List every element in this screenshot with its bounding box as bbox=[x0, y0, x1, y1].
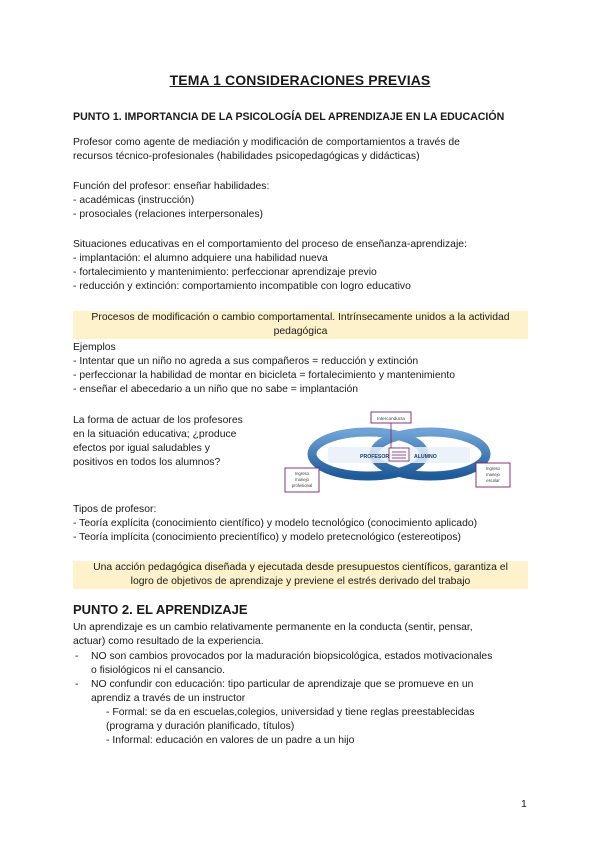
situaciones-item: - reducción y extinción: comportamiento incompatible con logro educativo bbox=[73, 281, 411, 292]
pregunta-line: positivos en todos los alumnos? bbox=[73, 457, 221, 468]
bullet-line: NO son cambios provocados por la maduración biopsicológica, estados motivacionales bbox=[91, 651, 493, 662]
highlight-line: Procesos de modificación o cambio comportamental. Intrínsecamente unidos a la actividad bbox=[91, 312, 510, 323]
list-item bbox=[73, 650, 533, 678]
dash-marker: - bbox=[75, 651, 79, 662]
interconducta-label: Interconducta bbox=[377, 416, 405, 421]
definicion-line: actuar) como resultado de la experiencia. bbox=[73, 636, 264, 647]
aprendizaje-bullets bbox=[73, 650, 533, 748]
subitem-line: - Informal: educación en valores de un padre a un hijo bbox=[106, 735, 355, 746]
right-box-line: escolar bbox=[486, 478, 500, 483]
funcion-title: Función del profesor: enseñar habilidades: bbox=[73, 181, 270, 192]
tipos-item: - Teoría implícita (conocimiento precientífico) y modelo pretecnológico (estereotipos) bbox=[73, 532, 461, 543]
definicion-paragraph bbox=[73, 621, 533, 649]
page-title: TEMA 1 CONSIDERACIONES PREVIAS bbox=[169, 72, 431, 88]
tipos-block bbox=[73, 503, 533, 545]
exchange-arrows-icon bbox=[389, 448, 409, 461]
intro-paragraph bbox=[73, 136, 533, 164]
highlight-procesos bbox=[73, 311, 528, 339]
tipos-item: - Teoría explícita (conocimiento científico) y modelo tecnológico (conocimiento aplicado) bbox=[73, 518, 478, 529]
section-heading-punto-2: PUNTO 2. EL APRENDIZAJE bbox=[73, 602, 248, 617]
dash-marker: - bbox=[75, 679, 79, 690]
ejemplos-title: Ejemplos bbox=[73, 342, 116, 353]
subitem-line: - Formal: se da en escuelas,colegios, universidad y tiene reglas preestablecidas bbox=[106, 707, 475, 718]
ingreso-escolar-box bbox=[476, 463, 510, 487]
profesor-label: PROFESOR bbox=[360, 454, 390, 460]
right-box-line: Ingreso bbox=[486, 466, 500, 471]
ejemplos-block bbox=[73, 341, 533, 397]
situaciones-item: - implantación: el alumno adquiere una habilidad nueva bbox=[73, 253, 328, 264]
funcion-block bbox=[73, 180, 533, 222]
highlight-accion bbox=[73, 561, 528, 589]
section-heading-punto-1: PUNTO 1. IMPORTANCIA DE LA PSICOLOGÍA DEL APRENDIZAJE EN LA EDUCACIÓN bbox=[73, 111, 505, 123]
situaciones-title: Situaciones educativas en el comportamiento del proceso de enseñanza-aprendizaje: bbox=[73, 239, 467, 250]
definicion-line: Un aprendizaje es un cambio relativamente permanente en la conducta (sentir, pensar, bbox=[73, 622, 473, 633]
highlight-line: Una acción pedagógica diseñada y ejecutada desde presupuestos científicos, garantiza el bbox=[93, 562, 508, 573]
profesor-alumno-diagram bbox=[280, 408, 520, 500]
page-number: 1 bbox=[521, 798, 527, 810]
funcion-item: - académicas (instrucción) bbox=[73, 195, 195, 206]
right-box-line: manejo bbox=[486, 472, 500, 477]
pregunta-block bbox=[73, 414, 273, 470]
pregunta-line: La forma de actuar de los profesores bbox=[73, 415, 243, 426]
bullet-line: aprendiz a través de un instructor bbox=[91, 693, 246, 704]
left-box-line: profesional bbox=[291, 483, 313, 488]
highlight-line: logro de objetivos de aprendizaje y previene el estrés derivado del trabajo bbox=[130, 576, 471, 587]
situaciones-block bbox=[73, 238, 533, 294]
intro-line: Profesor como agente de mediación y modificación de comportamientos a través de bbox=[73, 137, 460, 148]
left-box-line: manejo bbox=[295, 477, 309, 482]
bullet-line: o fisiológicos ni el cansancio. bbox=[91, 665, 225, 676]
ejemplo-item: - Intentar que un niño no agreda a sus compañeros = reducción y extinción bbox=[73, 356, 419, 367]
intro-line: recursos técnico-profesionales (habilidades psicopedagógicas y didácticas) bbox=[73, 151, 420, 162]
bullet-line: NO confundir con educación: tipo particular de aprendizaje que se promueve en un bbox=[91, 679, 474, 690]
tipos-title: Tipos de profesor: bbox=[73, 504, 157, 515]
alumno-label: ALUMNO bbox=[414, 454, 437, 460]
ejemplo-item: - perfeccionar la habilidad de montar en bicicleta = fortalecimiento y mantenimiento bbox=[73, 370, 456, 381]
subitem-line: (programa y duración planificado, títulos) bbox=[106, 721, 295, 732]
educacion-subitems bbox=[73, 706, 533, 748]
ejemplo-item: - enseñar el abecedario a un niño que no sabe = implantación bbox=[73, 384, 359, 395]
left-box-line: Ingreso bbox=[295, 471, 309, 476]
pregunta-line: en la situación educativa; ¿produce bbox=[73, 429, 237, 440]
ingreso-profesional-box bbox=[285, 468, 319, 492]
list-item bbox=[73, 678, 533, 706]
pregunta-line: efectos por igual saludables y bbox=[73, 443, 210, 454]
funcion-item: - prosociales (relaciones interpersonales) bbox=[73, 209, 264, 220]
situaciones-item: - fortalecimiento y mantenimiento: perfeccionar aprendizaje previo bbox=[73, 267, 377, 278]
highlight-line: pedagógica bbox=[273, 326, 328, 337]
